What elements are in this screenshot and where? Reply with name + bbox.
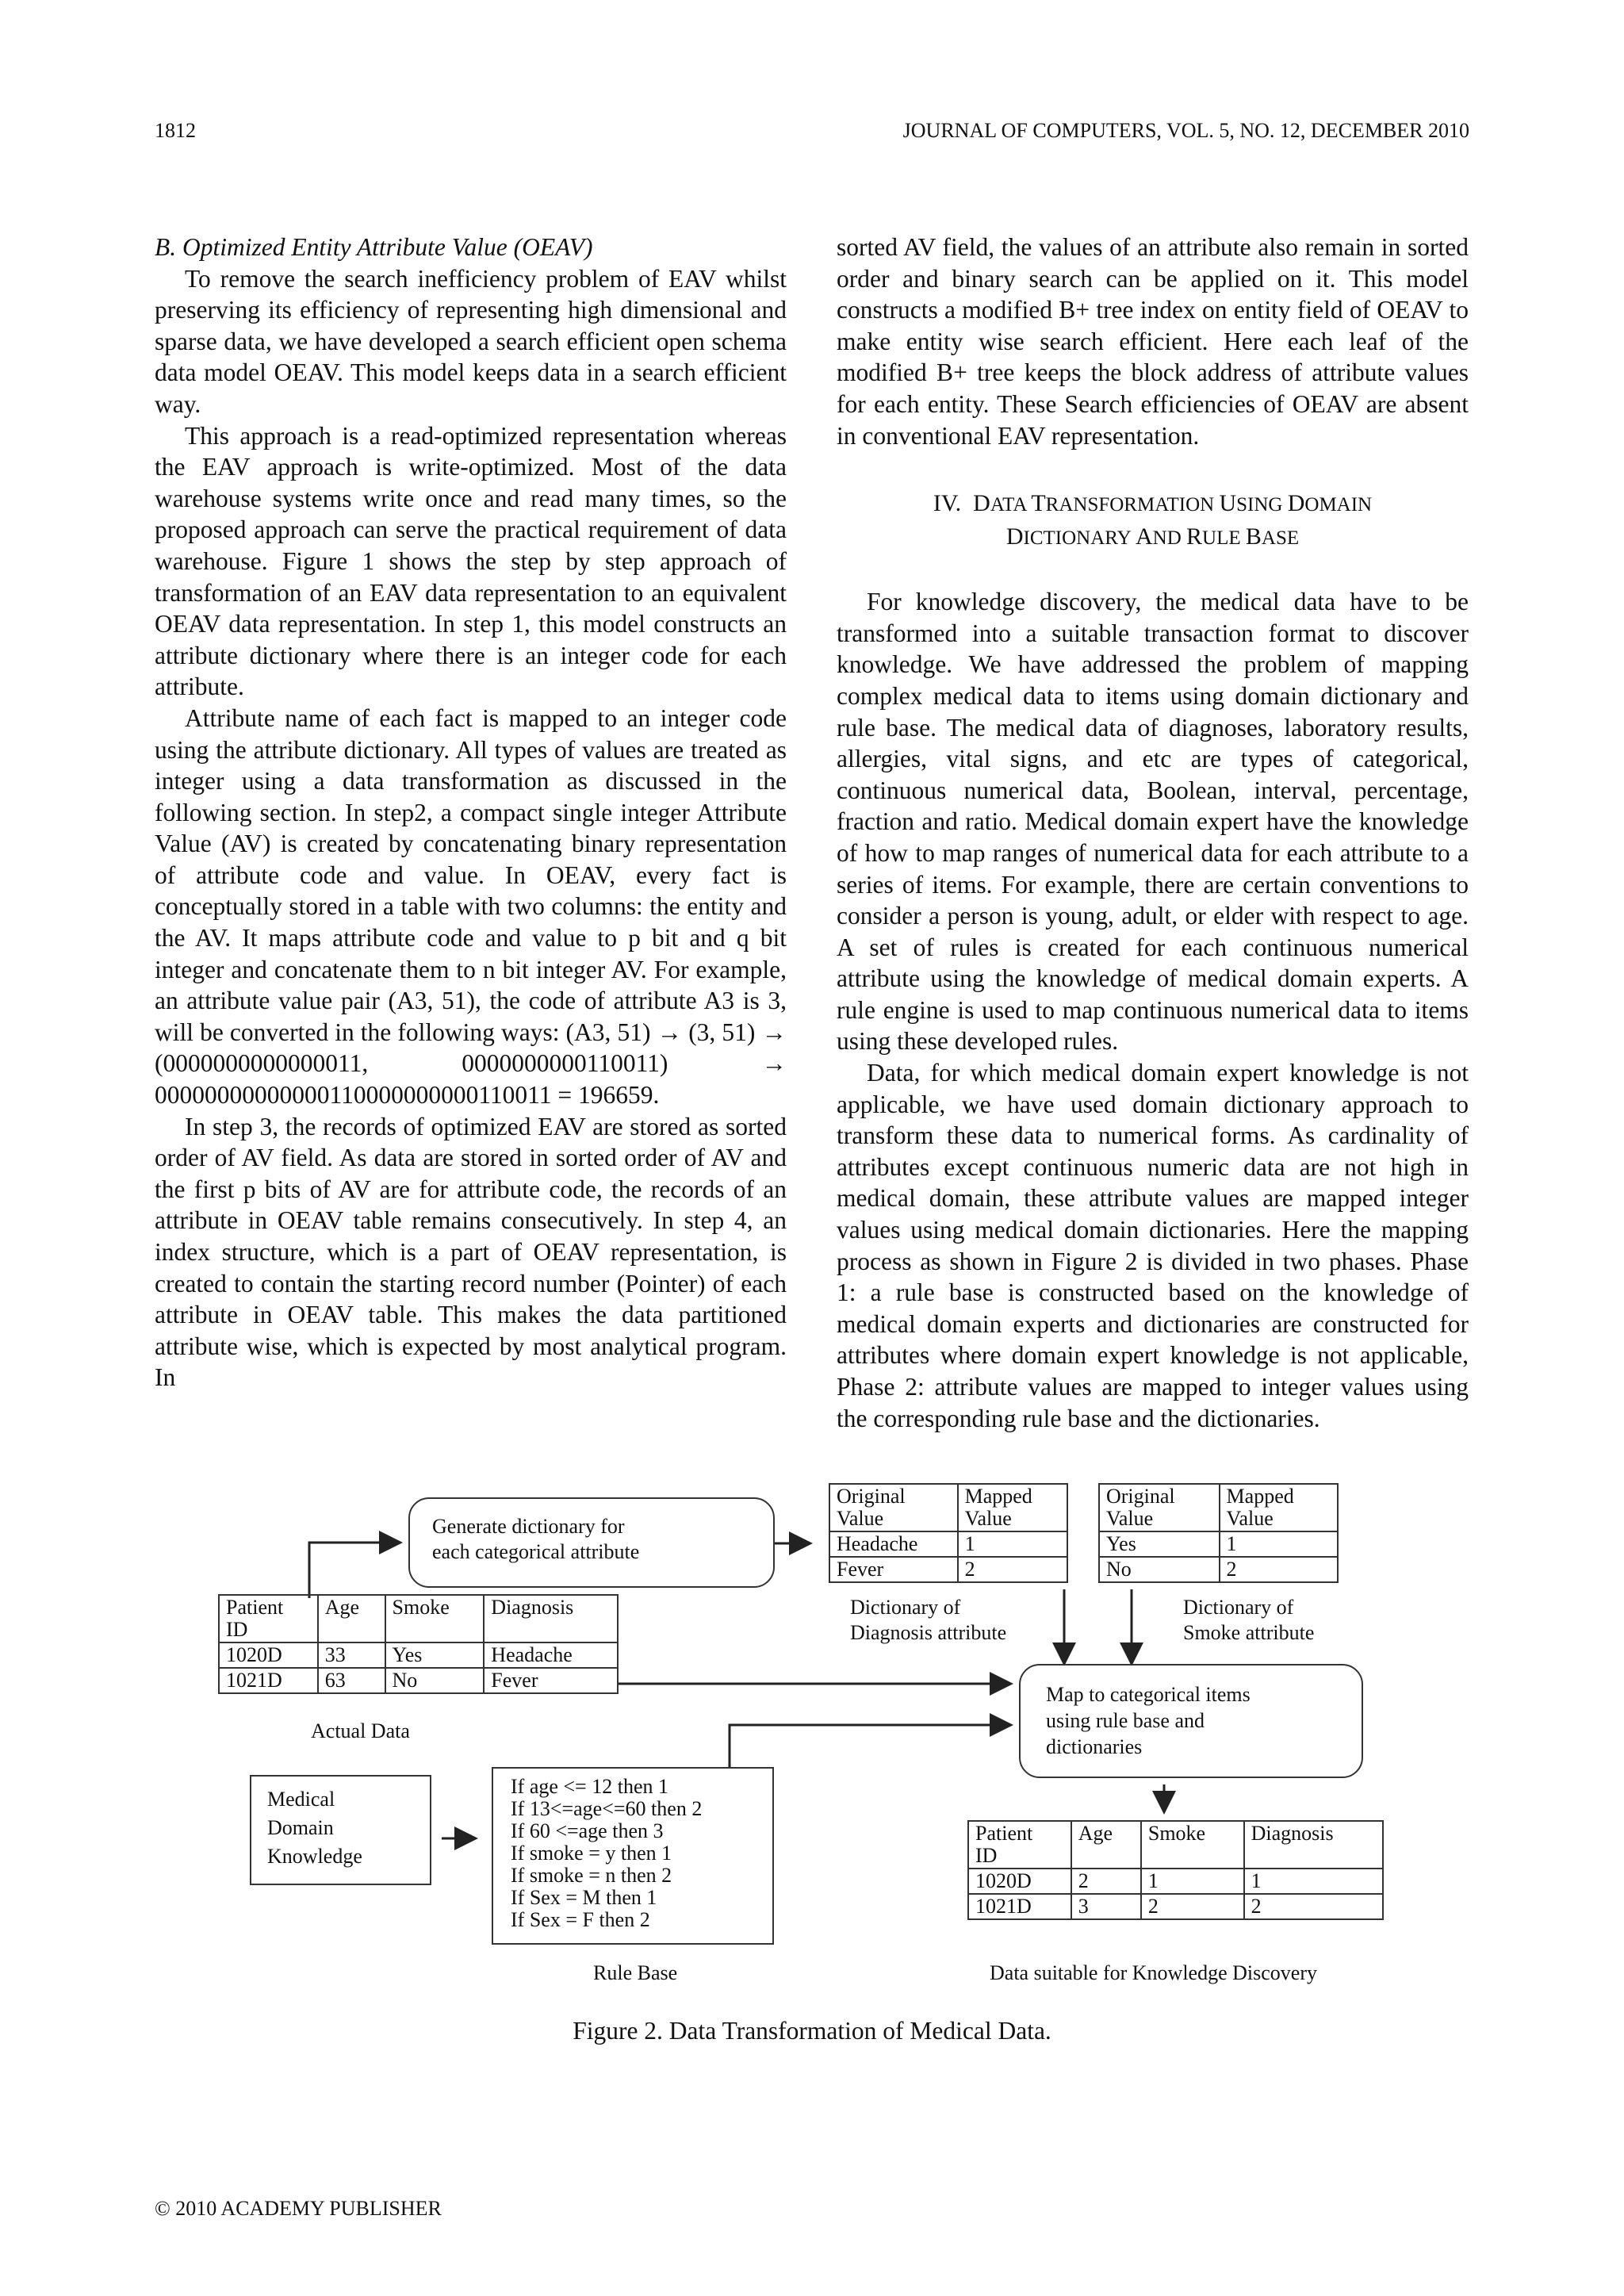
result-data-table <box>967 1820 1384 1920</box>
actual-data-label: Actual Data <box>311 1719 410 1742</box>
section-title-part: SING <box>1236 494 1288 516</box>
table-header: Smoke <box>1141 1821 1244 1869</box>
box-text: dictionaries <box>1046 1735 1143 1758</box>
table-cell: 2 <box>1141 1894 1244 1919</box>
rule-line: If age <= 12 then 1 <box>511 1775 668 1798</box>
page-number: 1812 <box>155 119 196 142</box>
section-title-part: ND <box>1152 527 1186 550</box>
paragraph: To remove the search inefficiency problem of EAV whilst preserving its efficiency of representing high dimensional and sparse data, we have developed a search efficient open schema data model OEAV. This model keeps data in a search efficient way. <box>155 264 787 418</box>
smoke-dictionary-label: Dictionary of <box>1183 1596 1294 1619</box>
table-header: Original Value <box>1099 1484 1220 1531</box>
table-cell: Yes <box>1099 1531 1220 1557</box>
subsection-heading: B. Optimized Entity Attribute Value (OEAV) <box>155 233 593 261</box>
box-text: Generate dictionary for <box>432 1515 625 1538</box>
table-row <box>219 1642 618 1668</box>
table-header-row <box>829 1484 1067 1531</box>
table-cell: 1021D <box>968 1894 1071 1919</box>
table-cell: 33 <box>318 1642 385 1668</box>
table-cell: Headache <box>484 1642 618 1668</box>
rule-line: If Sex = F then 2 <box>511 1908 650 1931</box>
table-cell: 1 <box>1141 1869 1244 1894</box>
box-text: using rule base and <box>1046 1709 1205 1732</box>
table-cell: No <box>385 1668 485 1693</box>
table-cell: 2 <box>1244 1894 1383 1919</box>
box-text: Knowledge <box>267 1845 362 1868</box>
table-cell: 1021D <box>219 1668 318 1693</box>
section-title-part: D <box>1005 523 1024 550</box>
actual-data-table <box>218 1594 619 1694</box>
footer-publisher: © 2010 ACADEMY PUBLISHER <box>155 2197 442 2220</box>
table-cell: 1 <box>958 1531 1067 1557</box>
table-cell: 1020D <box>219 1642 318 1668</box>
section-title-part: R <box>1186 523 1203 550</box>
box-text: Medical <box>267 1788 335 1811</box>
diagnosis-dictionary-label: Diagnosis attribute <box>850 1621 1007 1644</box>
table-header: Patient ID <box>219 1595 318 1642</box>
table-row <box>219 1668 618 1693</box>
rule-line: If 13<=age<=60 then 2 <box>511 1797 703 1820</box>
section-title-part: D <box>973 490 990 517</box>
table-row <box>829 1557 1067 1582</box>
diagnosis-dictionary-label: Dictionary of <box>850 1596 961 1619</box>
table-cell: 2 <box>1071 1869 1141 1894</box>
generate-dictionary-box <box>408 1497 775 1588</box>
section-title-part: T <box>1031 490 1046 517</box>
box-text: each categorical attribute <box>432 1540 640 1563</box>
smoke-dictionary-table <box>1098 1483 1339 1583</box>
rule-base-box <box>492 1767 774 1945</box>
table-cell: 2 <box>1220 1557 1338 1582</box>
section-title-part: D <box>1287 490 1305 517</box>
arrow-rulebase-to-map <box>730 1725 1011 1769</box>
paragraph: sorted AV field, the values of an attribute also remain in sorted order and binary search can be applied on it. This model constructs a modified B+ tree index on entity field of OEAV to make entity wise search efficient. Here each leaf of the modified B+ tree keeps the block address of attribute values for each entity. These Search efficiencies of OEAV are absent in conventional EAV representation. <box>837 233 1469 450</box>
rule-line: If 60 <=age then 3 <box>511 1819 664 1842</box>
table-header: Diagnosis <box>1244 1821 1383 1869</box>
paragraph: Attribute name of each fact is mapped to an integer code using the attribute dictionary. All types of values are treated as integer using a data transformation as discussed in the following section. In step2, a compact single integer Attribute Value (AV) is created by concatenating binary representation of attribute code and value. In OEAV, every fact is conceptually stored in a table with two columns: the entity and the AV. It maps attribute code and value to p bit and q bit integer and concatenate them to n bit integer AV. For example, an attribute value pair (A3, 51), the code of attribute A3 is 3, will be converted in the following ways: (A3, 51) → (3, 51) → (0000000000000011, 0000000000110011) → 00000000000000110000000000110011 = 196659. <box>155 703 787 1110</box>
table-header-row <box>968 1821 1383 1869</box>
medical-knowledge-box <box>250 1775 431 1885</box>
map-categorical-box <box>1019 1664 1363 1778</box>
table-header-row <box>1099 1484 1338 1531</box>
rule-line: If smoke = y then 1 <box>511 1842 672 1865</box>
section-number: IV. <box>933 490 962 517</box>
box-text: Domain <box>267 1816 334 1839</box>
diagnosis-dictionary-table <box>829 1483 1068 1583</box>
table-header: Patient ID <box>968 1821 1071 1869</box>
section-title-part: OMAIN <box>1304 494 1373 516</box>
paragraph: In step 3, the records of optimized EAV are stored as sorted order of AV field. As data are stored in sorted order of AV and the first p bits of AV are for attribute code, the records of an attribute in OEAV table remains consecutively. In step 4, an index structure, which is a part of OEAV representation, is created to contain the starting record number (Pointer) of each attribute in OEAV table. This makes the data partitioned attribute wise, which is expected by most analytical program. In <box>155 1112 787 1392</box>
table-cell: 3 <box>1071 1894 1141 1919</box>
table-cell: Fever <box>829 1557 958 1582</box>
figure-caption: Figure 2. Data Transformation of Medical Data. <box>573 2017 1051 2045</box>
table-header: Age <box>1071 1821 1141 1869</box>
table-cell: 1 <box>1244 1869 1383 1894</box>
section-title-part: ICTIONARY <box>1023 527 1136 550</box>
table-header: Original Value <box>829 1484 958 1531</box>
table-cell: Headache <box>829 1531 958 1557</box>
section-title-part: U <box>1219 490 1237 517</box>
rule-base-label: Rule Base <box>593 1961 678 1984</box>
paragraph: Data, for which medical domain expert knowledge is not applicable, we have used domain dictionary approach to transform these data to numerical forms. As cardinality of attributes except continuous numeric data are not high in medical domain, these attribute values are mapped integer values using medical domain dictionaries. Here the mapping process as shown in Figure 2 is divided in two phases. Phase 1: a rule base is constructed based on the knowledge of medical domain experts and dictionaries are constructed for attributes where domain expert knowledge is not applicable, Phase 2: attribute values are mapped to integer values using the corresponding rule base and the dictionaries. <box>837 1059 1469 1432</box>
table-cell: 2 <box>958 1557 1067 1582</box>
table-row <box>968 1869 1383 1894</box>
section-title-part: ATA <box>990 494 1032 516</box>
smoke-dictionary-label: Smoke attribute <box>1183 1621 1315 1644</box>
arrow-actual-to-generate <box>309 1543 400 1598</box>
table-row <box>1099 1531 1338 1557</box>
table-header: Diagnosis <box>484 1595 618 1642</box>
paragraph: This approach is a read-optimized representation whereas the EAV approach is write-optimized. Most of the data warehouse systems write once and read many times, so the proposed approach can serve the practical requirement of data warehouse. Figure 1 shows the step by step approach of transformation of an EAV data representation to an equivalent OEAV data representation. In step 1, this model constructs an attribute dictionary where there is an integer code for each attribute. <box>155 421 787 701</box>
section-title-part: A <box>1135 523 1153 550</box>
table-cell: Yes <box>385 1642 485 1668</box>
table-cell: No <box>1099 1557 1220 1582</box>
paragraph: For knowledge discovery, the medical data have to be transformed into a suitable transaction format to discover knowledge. We have addressed the problem of mapping complex medical data to items using domain dictionary and rule base. The medical data of diagnoses, laboratory results, allergies, vital signs, and etc are types of categorical, continuous numerical data, Boolean, interval, percentage, fraction and ratio. Medical domain expert have the knowledge of how to map ranges of numerical data for each attribute to a series of items. For example, there are certain conventions to consider a person is young, adult, or elder with respect to age. A set of rules is created for each continuous numerical attribute using the knowledge of medical domain experts. A rule engine is used to map continuous numerical data to items using these developed rules. <box>837 588 1469 1056</box>
section-title-part: ULE <box>1202 527 1246 550</box>
table-header-row <box>219 1595 618 1642</box>
table-row <box>1099 1557 1338 1582</box>
table-header: Mapped Value <box>1220 1484 1338 1531</box>
rule-line: If Sex = M then 1 <box>511 1886 657 1909</box>
table-cell: 1 <box>1220 1531 1338 1557</box>
table-cell: Fever <box>484 1668 618 1693</box>
table-header: Smoke <box>385 1595 485 1642</box>
section-title-part: B <box>1245 523 1262 550</box>
section-title-part: RANSFORMATION <box>1045 494 1220 516</box>
box-text: Map to categorical items <box>1046 1683 1251 1706</box>
table-row <box>829 1531 1067 1557</box>
rule-line: If smoke = n then 2 <box>511 1864 672 1887</box>
table-cell: 1020D <box>968 1869 1071 1894</box>
table-header: Mapped Value <box>958 1484 1067 1531</box>
table-header: Age <box>318 1595 385 1642</box>
table-cell: 63 <box>318 1668 385 1693</box>
section-title-part: ASE <box>1261 527 1300 550</box>
journal-header: JOURNAL OF COMPUTERS, VOL. 5, NO. 12, DECEMBER 2010 <box>902 119 1469 142</box>
table-row <box>968 1894 1383 1919</box>
result-data-label: Data suitable for Knowledge Discovery <box>990 1961 1317 1984</box>
